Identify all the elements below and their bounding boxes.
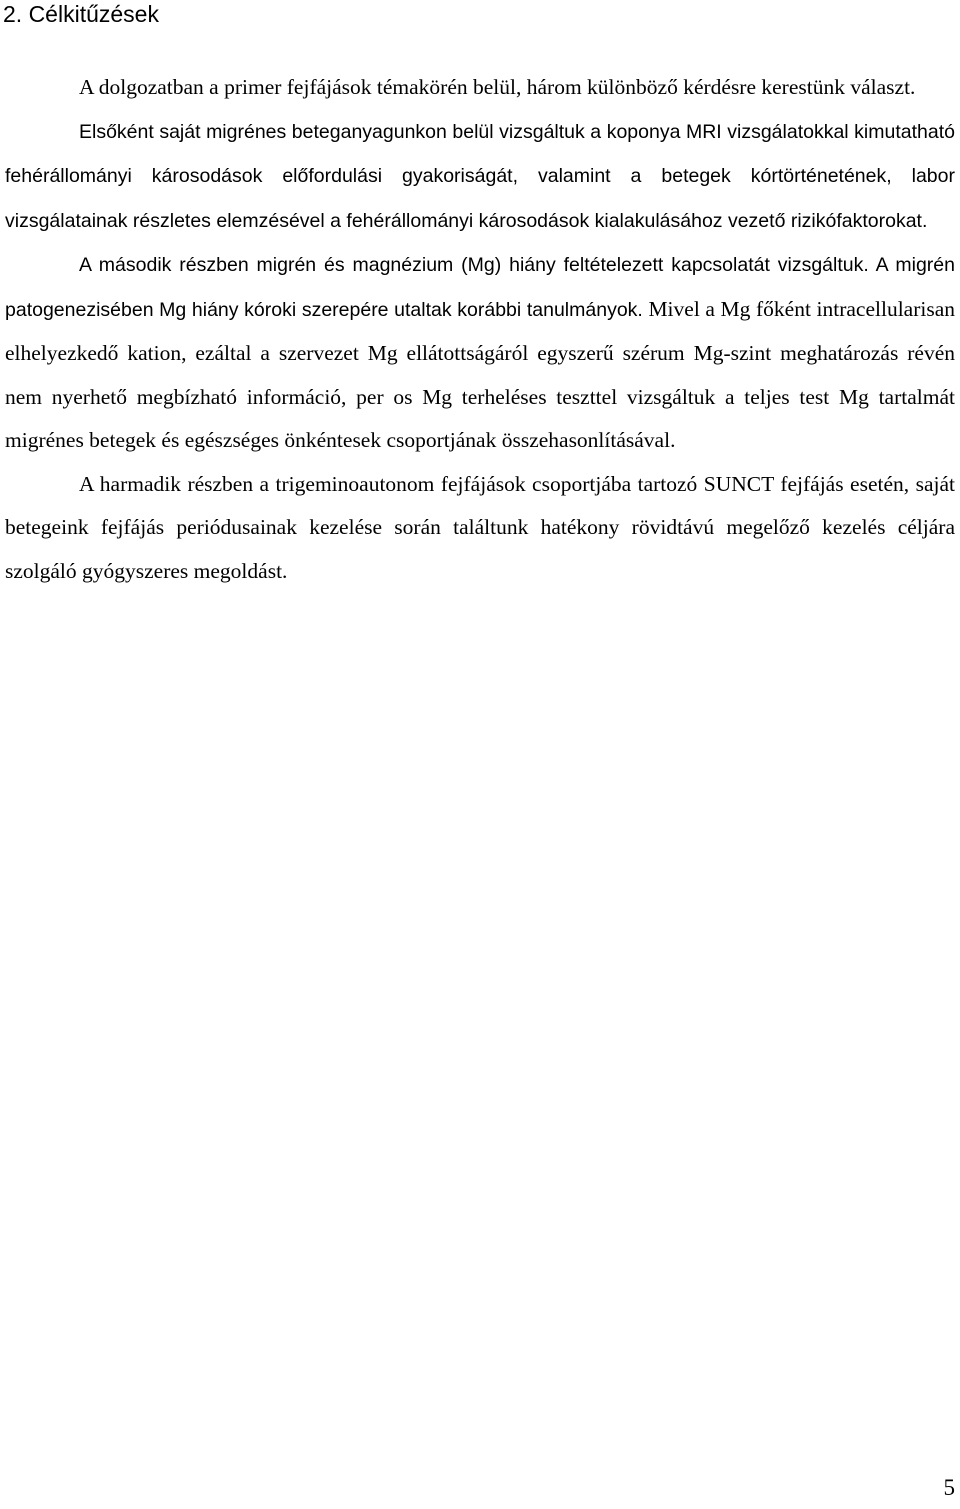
body-text (5, 66, 955, 593)
paragraph-sunct (5, 463, 955, 594)
paragraph-white-matter (5, 110, 955, 244)
paragraph-sunct-text: A harmadik részben a trigeminoautonom fejfájások csoportjába tartozó SUNCT fejfájás esetén, saját betegeink fejfájás periódusainak kezelése során találtunk hatékony rövidtávú megelőző kezelés céljára szolgáló gyógyszeres megoldást. (5, 471, 955, 583)
section-heading: 2. Célkitűzések (3, 1, 159, 27)
paragraph-white-matter-text: Elsőként saját migrénes beteganyagunkon belül vizsgáltuk a koponya MRI vizsgálatokkal kimutatható fehérállományi károsodások előfordulási gyakoriságát, valamint a betegek kórtörténetének, labor vizsgálatainak részletes elemzésével a fehérállományi károsodások kialakulásához vezető rizikófaktorokat. (5, 120, 955, 232)
paragraph-magnesium-text-a: A második részben migrén és magnézium (Mg) hiány feltételezett kapcsolatát vizsgáltuk. A migrén patogenezisében Mg hiány kóroki szerepére utaltak korábbi tanulmányok. (5, 254, 955, 321)
paragraph-magnesium (5, 243, 955, 463)
paragraph-magnesium-text-b: Mivel a Mg főként intracellularisan elhelyezkedő kation, ezáltal a szervezet Mg ellátottságáról egyszerű szérum Mg-szint meghatározás révén nem nyerhető megbízható információ, per os Mg terheléses teszttel vizsgáltuk a teljes test Mg tartalmát migrénes betegek és egészséges önkéntesek csoportjának összehasonlításával. (5, 296, 956, 452)
paragraph-intro-text: A dolgozatban a primer fejfájások témakörén belül, három különböző kérdésre kerestünk választ. (79, 75, 916, 99)
paragraph-intro (5, 66, 955, 110)
page-number: 5 (943, 1475, 955, 1500)
